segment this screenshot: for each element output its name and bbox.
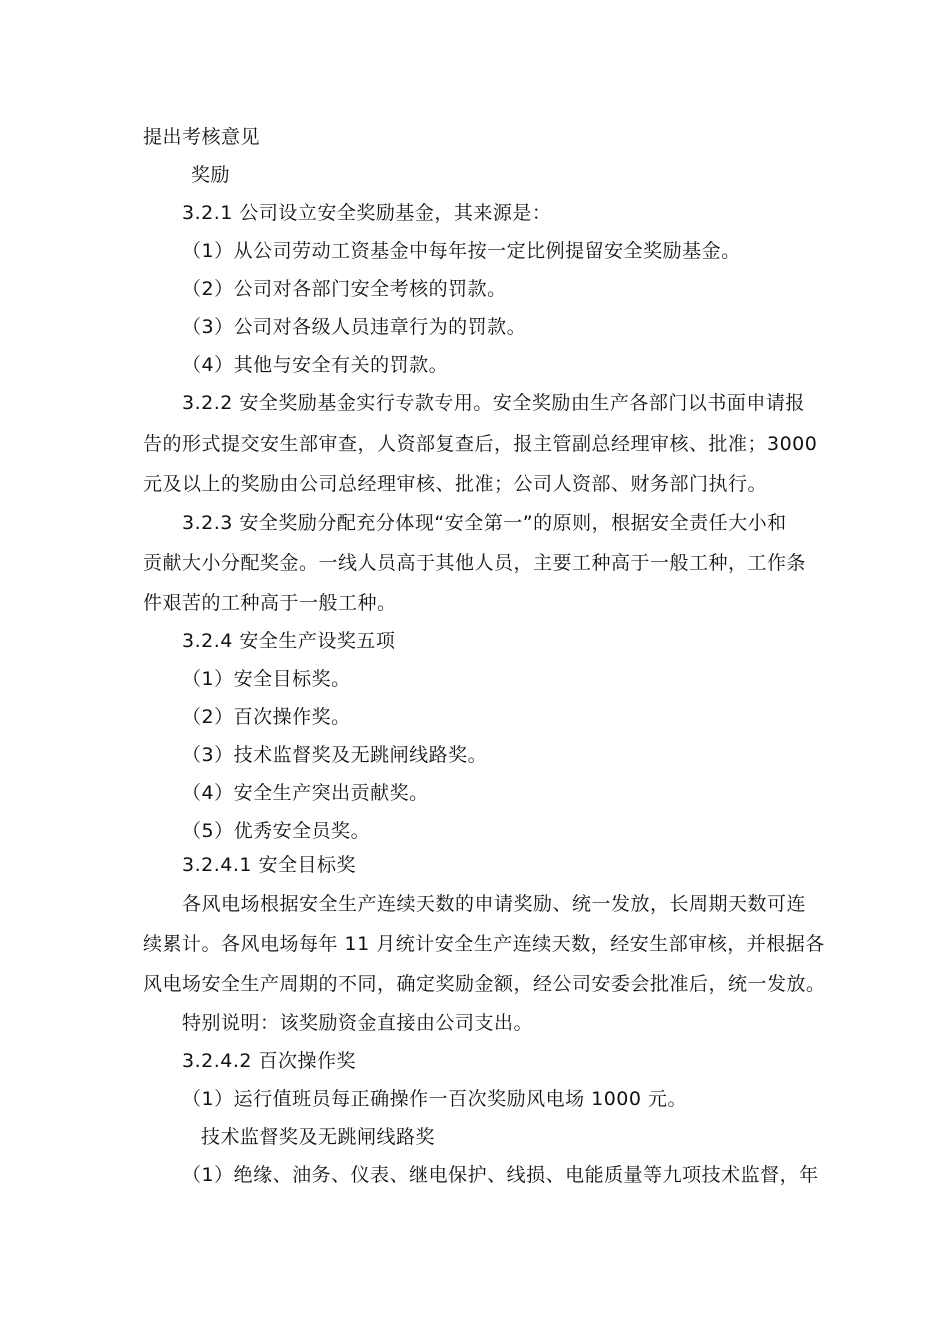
text-line: （5）优秀安全员奖。 bbox=[182, 820, 371, 842]
text-line: 3.2.3 安全奖励分配充分体现“安全第一”的原则，根据安全责任大小和 bbox=[182, 512, 787, 534]
text-line: 3.2.4.2 百次操作奖 bbox=[182, 1050, 357, 1072]
text-line: （3）公司对各级人员违章行为的罚款。 bbox=[182, 316, 527, 338]
text-line: 3.2.4 安全生产设奖五项 bbox=[182, 630, 396, 652]
text-line: 元及以上的奖励由公司总经理审核、批准；公司人资部、财务部门执行。 bbox=[143, 473, 768, 495]
text-line: （4）其他与安全有关的罚款。 bbox=[182, 354, 449, 376]
text-line: 3.2.2 安全奖励基金实行专款专用。安全奖励由生产各部门以书面申请报 bbox=[182, 392, 805, 414]
text-line: 各风电场根据安全生产连续天数的申请奖励、统一发放，长周期天数可连 bbox=[182, 893, 807, 915]
section-heading: 奖励 bbox=[191, 164, 231, 186]
text-line: 提出考核意见 bbox=[143, 126, 261, 148]
text-line: （2）公司对各部门安全考核的罚款。 bbox=[182, 278, 507, 300]
section-heading: 技术监督奖及无跳闸线路奖 bbox=[201, 1126, 436, 1148]
text-line: （3）技术监督奖及无跳闸线路奖。 bbox=[182, 744, 488, 766]
text-line: （2）百次操作奖。 bbox=[182, 706, 351, 728]
text-line: （1）从公司劳动工资基金中每年按一定比例提留安全奖励基金。 bbox=[182, 240, 741, 262]
text-line: 续累计。各风电场每年 11 月统计安全生产连续天数，经安生部审核，并根据各 bbox=[143, 933, 825, 955]
text-line: 特别说明：该奖励资金直接由公司支出。 bbox=[182, 1012, 534, 1034]
text-line: 贡献大小分配奖金。一线人员高于其他人员，主要工种高于一般工种，工作条 bbox=[143, 552, 807, 574]
text-line: 风电场安全生产周期的不同，确定奖励金额，经公司安委会批准后，统一发放。 bbox=[143, 973, 826, 995]
text-line: （1）安全目标奖。 bbox=[182, 668, 351, 690]
text-line: （1）绝缘、油务、仪表、继电保护、线损、电能质量等九项技术监督，年 bbox=[182, 1164, 819, 1186]
text-line: （1）运行值班员每正确操作一百次奖励风电场 1000 元。 bbox=[182, 1088, 688, 1110]
text-line: （4）安全生产突出贡献奖。 bbox=[182, 782, 429, 804]
text-line: 3.2.1 公司设立安全奖励基金，其来源是： bbox=[182, 202, 552, 224]
text-line: 件艰苦的工种高于一般工种。 bbox=[143, 592, 397, 614]
text-line: 告的形式提交安生部审查，人资部复查后，报主管副总经理审核、批准；3000 bbox=[143, 433, 818, 455]
text-line: 3.2.4.1 安全目标奖 bbox=[182, 854, 357, 876]
